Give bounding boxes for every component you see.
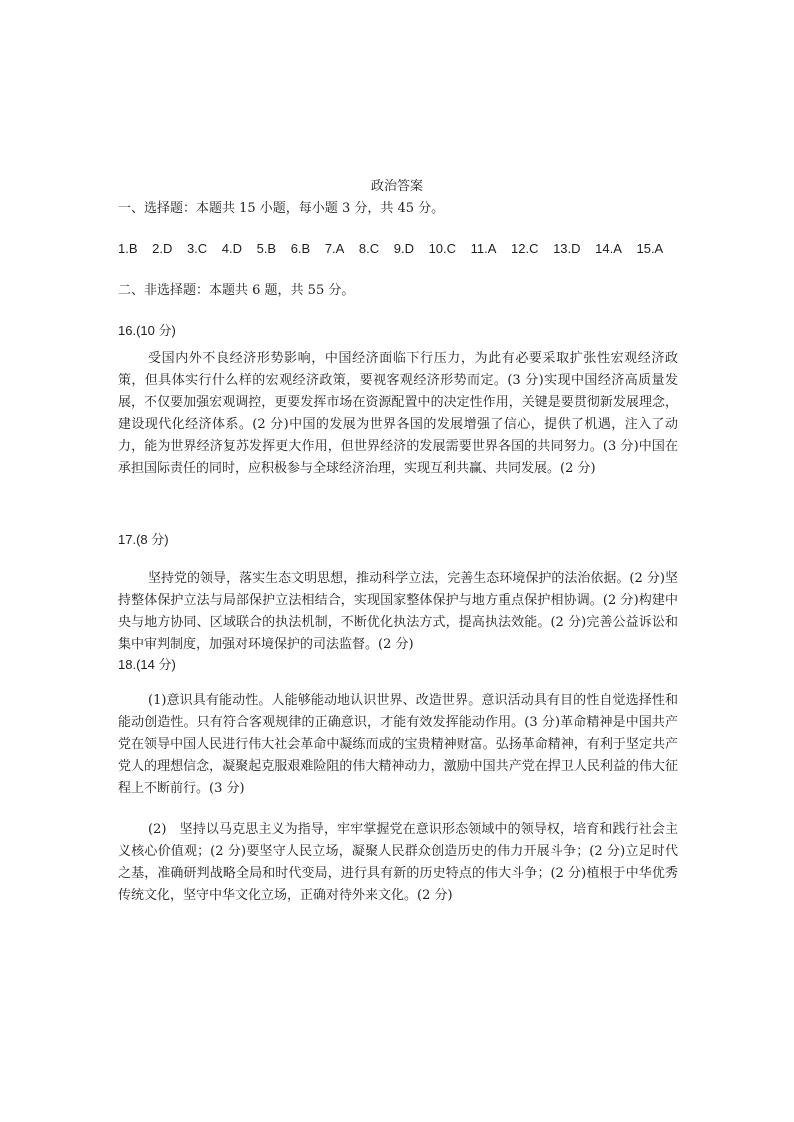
answer-item: 3.C	[186, 241, 208, 256]
answer-item: 14.A	[595, 241, 622, 256]
section2-heading: 二、非选择题：本题共 6 题，共 55 分。	[118, 283, 355, 298]
answer-item: 11.A	[470, 241, 497, 256]
answer-item: 1.B	[118, 241, 138, 256]
answer-item: 6.B	[290, 241, 311, 256]
answer-item: 4.D	[221, 241, 242, 256]
answer-item: 13.D	[553, 241, 581, 256]
answer-item: 12.C	[511, 241, 539, 256]
answer-item: 9.D	[393, 241, 414, 256]
page-title: 政治答案	[370, 179, 423, 194]
question-17-answer: 坚持党的领导，落实生态文明思想，推动科学立法，完善生态环境保护的法治依据。(2 分)坚持整体保护立法与局部保护立法相结合，实现国家整体保护与地方重点保护相协调。(2 分)构建中央与地方协同、区域联合的执法机制，不断优化执法方式，提高执法效能。(2 分)完善公益诉讼和集中审判制度，加强对环境保护的司法监督。(2 分)	[118, 571, 678, 652]
answer-item: 2.D	[152, 241, 173, 256]
question-16-answer: 受国内外不良经济形势影响，中国经济面临下行压力，为此有必要采取扩张性宏观经济政策，但具体实行什么样的宏观经济政策，要视客观经济形势而定。(3 分)实现中国经济高质量发展，不仅要加强宏观调控，更要发挥市场在资源配置中的决定性作用，关键是要贯彻新发展理念，建设现代化经济体系。(2 分)中国的发展为世界各国的发展增强了信心，提供了机遇，注入了动力，能为世界经济复苏发挥更大作用，但世界经济的发展需要世界各国的共同努力。(3 分)中国在承担国际责任的同时，应积极参与全球经济治理，实现互利共赢、共同发展。(2 分)	[118, 351, 678, 476]
answer-item: 7.A	[324, 241, 345, 256]
answer-item: 15.A	[636, 241, 664, 256]
answer-item: 10.C	[428, 241, 457, 256]
section1-heading: 一、选择题：本题共 15 小题，每小题 3 分，共 45 分。	[118, 201, 445, 216]
question-18-part1-answer: (1)意识具有能动性。人能够能动地认识世界、改造世界。意识活动具有目的性自觉选择性和能动创造性。只有符合客观规律的正确意识，才能有效发挥能动作用。(3 分)革命精神是中国共产党在领导中国人民进行伟大社会革命中凝练而成的宝贵精神财富。弘扬革命精神，有利于坚定共产党人的理想信念，凝聚起克服艰难险阻的伟大精神动力，激励中国共产党在捍卫人民利益的伟大征程上不断前行。(3 分)	[118, 693, 678, 796]
answer-item: 8.C	[358, 241, 380, 256]
question-17-heading: 17.(8 分)	[118, 532, 169, 547]
answer-item: 5.B	[256, 241, 277, 256]
answer-key-row	[118, 240, 678, 258]
question-18-heading: 18.(14 分)	[118, 657, 176, 672]
question-16-heading: 16.(10 分)	[118, 323, 176, 338]
question-18-part2-answer: (2) 坚持以马克思主义为指导，牢牢掌握党在意识形态领域中的领导权，培育和践行社会主义核心价值观；(2 分)要坚守人民立场，凝聚人民群众创造历史的伟力开展斗争；(2 分)立足时代之基，准确研判战略全局和时代变局，进行具有新的历史特点的伟大斗争；(2 分)植根于中华优秀传统文化，坚守中华文化立场，正确对待外来文化。(2 分)	[118, 822, 678, 903]
